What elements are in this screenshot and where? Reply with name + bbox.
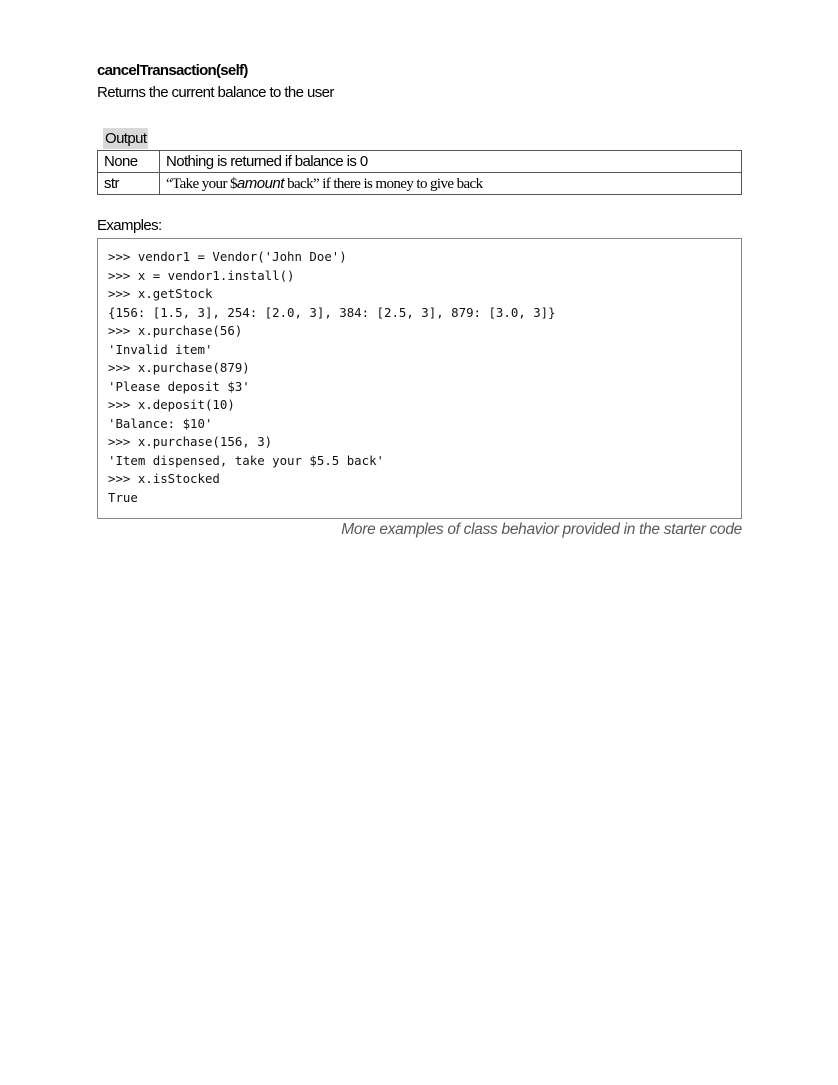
description-suffix: back” if there is money to give back <box>283 175 483 192</box>
output-description-cell: Nothing is returned if balance is 0 <box>160 151 742 173</box>
code-line: >>> x.isStocked <box>108 471 220 486</box>
code-line: >>> x.deposit(10) <box>108 397 235 412</box>
output-type-cell: str <box>98 173 160 195</box>
code-line: >>> x.purchase(879) <box>108 360 250 375</box>
code-line: >>> x = vendor1.install() <box>108 267 295 283</box>
code-line: >>> x.getStock <box>108 286 213 301</box>
method-description: Returns the current balance to the user <box>97 84 334 101</box>
examples-caption: More examples of class behavior provided in the starter code <box>341 521 742 538</box>
table-row <box>98 151 742 173</box>
code-line: {156: [1.5, 3], 254: [2.0, 3], 384: [2.5, 3], 879: [3.0, 3]} <box>108 304 556 320</box>
method-signature: cancelTransaction(self) <box>97 62 248 79</box>
code-line: 'Item dispensed, take your $5.5 back' <box>108 452 385 468</box>
code-example-box <box>97 238 742 519</box>
code-line: 'Invalid item' <box>108 341 213 357</box>
output-table <box>97 150 742 195</box>
table-row <box>98 173 742 195</box>
code-line: >>> vendor1 = Vendor('John Doe') <box>108 249 347 264</box>
code-line: 'Balance: $10' <box>108 415 213 431</box>
description-prefix: “Take your $ <box>166 175 237 192</box>
output-type-cell: None <box>98 151 160 173</box>
code-line: >>> x.purchase(56) <box>108 323 243 338</box>
code-line: True <box>108 489 138 505</box>
output-heading: Output <box>105 130 147 147</box>
code-line: >>> x.purchase(156, 3) <box>108 434 273 449</box>
examples-heading: Examples: <box>97 217 162 234</box>
description-italic: amount <box>236 174 284 192</box>
code-line: 'Please deposit $3' <box>108 378 250 394</box>
output-description-cell <box>160 173 742 195</box>
document-page <box>97 60 742 540</box>
